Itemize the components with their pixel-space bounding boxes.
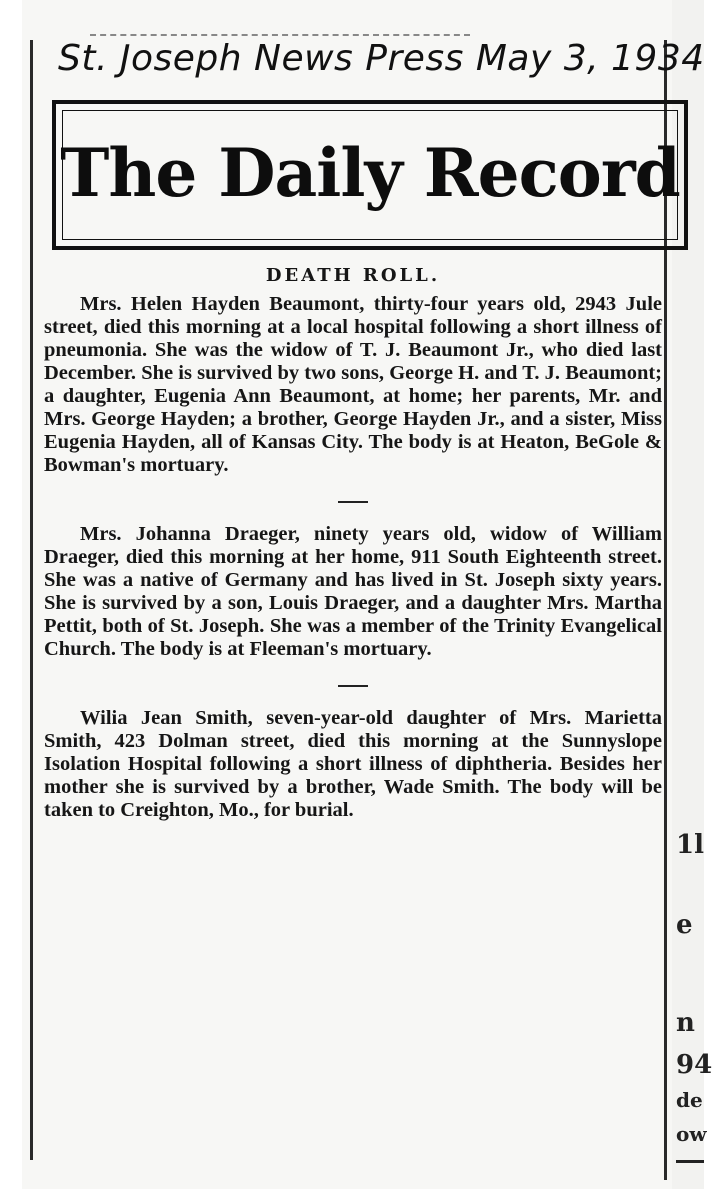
adjacent-fragment: n [676, 1008, 695, 1038]
obituary-paragraph: Mrs. Johanna Draeger, ninety years old, widow of William Draeger, died this morning at her home, 911 South Eighteenth street. She was a native of Germany and has lived in St. Joseph sixty years. She is survived by a son, Louis Draeger, and a daughter Mrs. Martha Pettit, both of St. Joseph. She was a member of the Trinity Evangelical Church. The body is at Fleeman's mortuary. [44, 523, 662, 660]
adjacent-fragment: e [676, 910, 693, 940]
adjacent-rule [676, 1160, 704, 1163]
obituary-paragraph: Mrs. Helen Hayden Beaumont, thirty-four years old, 2943 Jule street, died this morning at a local hospital following a short illness of pneumonia. She was the widow of T. J. Beaumont Jr., who died last December. She is survived by two sons, George H. and T. J. Beaumont; a daughter, Eugenia Ann Beaumont, at home; her parents, Mr. and Mrs. George Hayden; a brother, George Hayden Jr., and a sister, Miss Eugenia Hayden, all of Kansas City. The body is at Heaton, BeGole & Bowman's mortuary. [44, 293, 662, 476]
clipping-left-border [30, 40, 33, 1160]
obituary-paragraph: Wilia Jean Smith, seven-year-old daughter of Mrs. Marietta Smith, 423 Dolman street, died this morning at the Sunnyslope Isolation Hospital following a short illness of diphtheria. Besides her mother she is survived by a brother, Wade Smith. The body will be taken to Creighton, Mo., for burial. [44, 707, 662, 821]
adjacent-fragment: de [676, 1088, 703, 1112]
adjacent-fragment: 94 [676, 1050, 712, 1080]
adjacent-fragment: 1l [676, 830, 704, 860]
separator-dash [338, 685, 368, 687]
torn-header-remnant [90, 28, 470, 36]
masthead-title: The Daily Record [60, 134, 680, 212]
adjacent-fragment: ow [676, 1122, 707, 1146]
masthead-box [52, 100, 688, 250]
separator-dash [338, 501, 368, 503]
article-column [44, 264, 662, 822]
section-heading: DEATH ROLL. [265, 265, 441, 286]
handwritten-annotation: St. Joseph News Press May 3, 1934 [58, 38, 705, 79]
